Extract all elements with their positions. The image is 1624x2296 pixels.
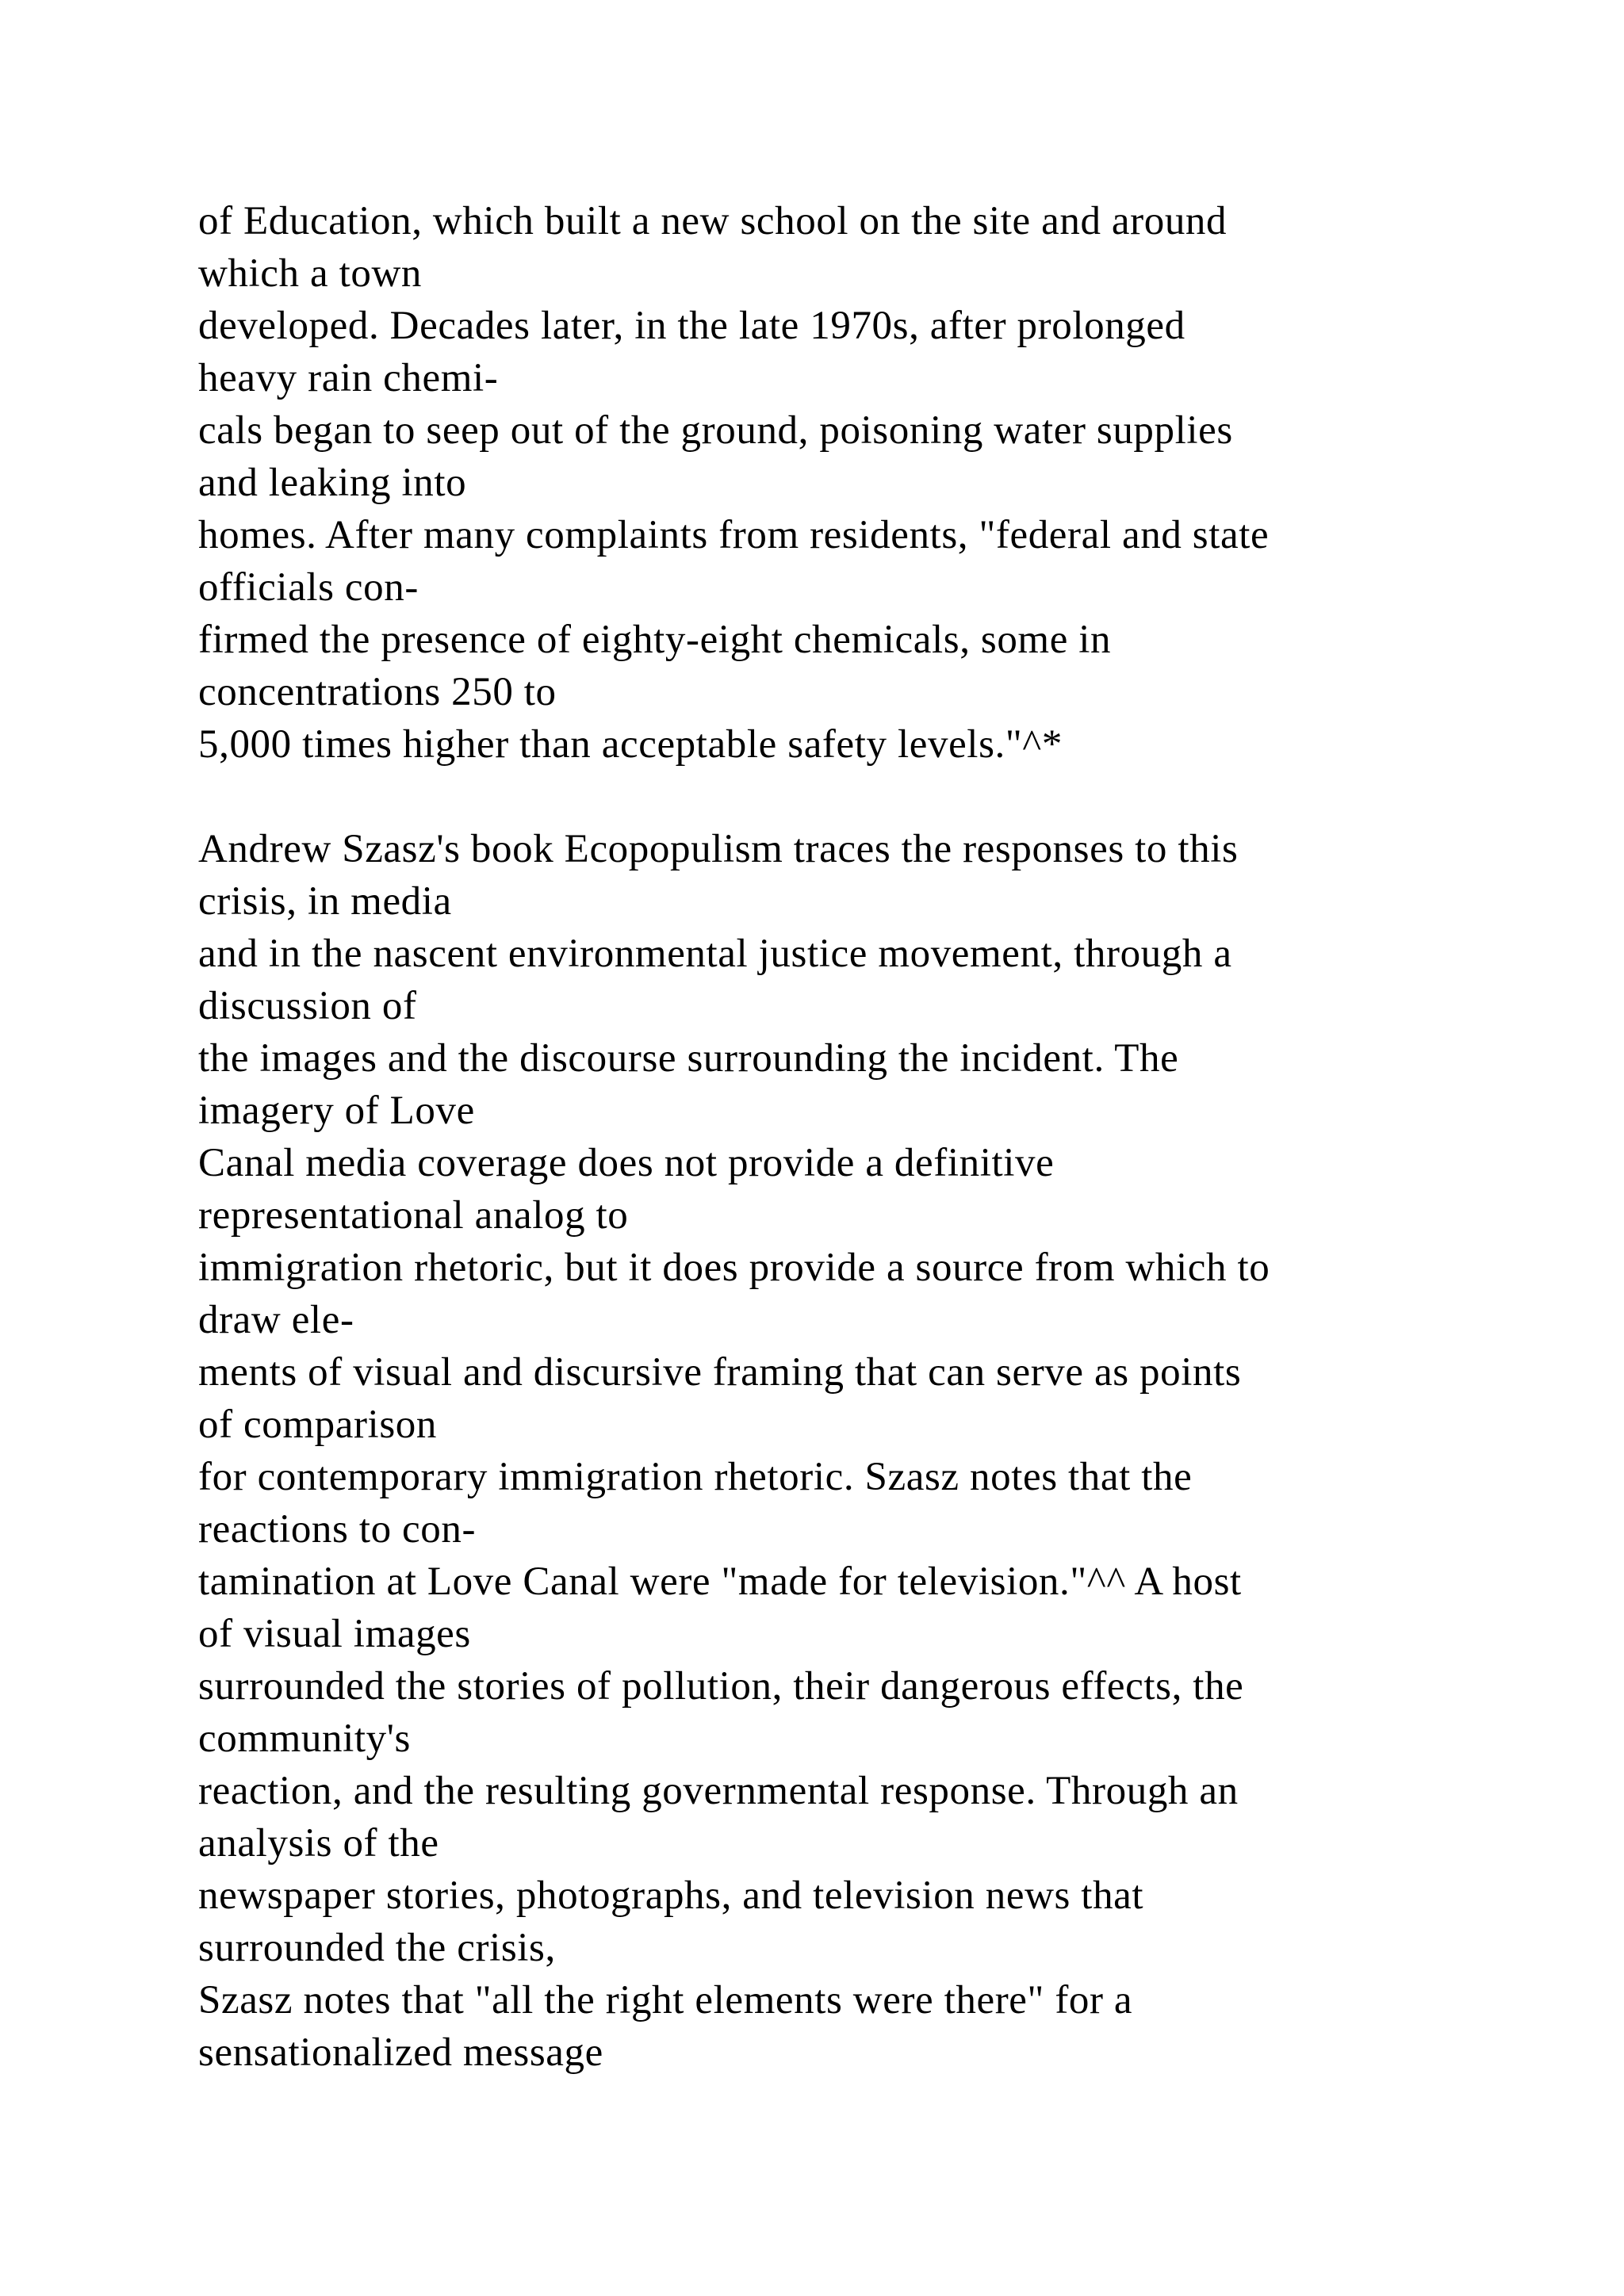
text-line: firmed the presence of eighty-eight chemicals, some in — [198, 618, 1112, 662]
text-line: of comparison — [198, 1402, 437, 1447]
text-line: of Education, which built a new school on the site and around — [198, 199, 1228, 243]
text-line: Szasz notes that "all the right elements were there" for a — [198, 1978, 1133, 2022]
text-line: analysis of the — [198, 1821, 439, 1866]
text-line: representational analog to — [198, 1193, 629, 1238]
text-line: of visual images — [198, 1612, 471, 1656]
text-line: reactions to con- — [198, 1507, 477, 1552]
text-line: the images and the discourse surrounding the incident. The — [198, 1036, 1179, 1081]
text-line: discussion of — [198, 984, 417, 1028]
text-line: crisis, in media — [198, 879, 452, 924]
text-line: Canal media coverage does not provide a definitive — [198, 1141, 1055, 1185]
paragraph-ecopopulism — [198, 823, 1546, 2079]
body-text — [198, 195, 1546, 2079]
text-line: ments of visual and discursive framing that can serve as points — [198, 1350, 1242, 1395]
text-line: cals began to seep out of the ground, poisoning water supplies — [198, 408, 1233, 453]
text-line: sensationalized message — [198, 2030, 603, 2075]
text-line: draw ele- — [198, 1298, 354, 1342]
paragraph-gap — [198, 771, 1546, 823]
text-line: 5,000 times higher than acceptable safety levels."^* — [198, 722, 1063, 767]
text-line: community's — [198, 1716, 411, 1761]
text-line: reaction, and the resulting governmental response. Through an — [198, 1769, 1239, 1813]
text-line: developed. Decades later, in the late 1970s, after prolonged — [198, 304, 1185, 348]
text-line: for contemporary immigration rhetoric. Szasz notes that the — [198, 1455, 1193, 1499]
text-line: surrounded the stories of pollution, their dangerous effects, the — [198, 1664, 1244, 1709]
text-line: imagery of Love — [198, 1089, 475, 1133]
text-line: which a town — [198, 251, 422, 296]
text-line: officials con- — [198, 565, 419, 610]
paragraph-love-canal-chemicals — [198, 195, 1546, 771]
text-line: and leaking into — [198, 461, 467, 505]
text-line: heavy rain chemi- — [198, 356, 499, 400]
text-line: tamination at Love Canal were "made for television."^^ A host — [198, 1559, 1242, 1604]
text-line: surrounded the crisis, — [198, 1926, 556, 1970]
text-line: newspaper stories, photographs, and television news that — [198, 1873, 1144, 1918]
text-line: homes. After many complaints from residents, "federal and state — [198, 513, 1270, 557]
text-line: and in the nascent environmental justice movement, through a — [198, 932, 1232, 976]
text-line: immigration rhetoric, but it does provide a source from which to — [198, 1246, 1270, 1290]
text-line: concentrations 250 to — [198, 670, 557, 714]
text-line: Andrew Szasz's book Ecopopulism traces the responses to this — [198, 827, 1239, 871]
